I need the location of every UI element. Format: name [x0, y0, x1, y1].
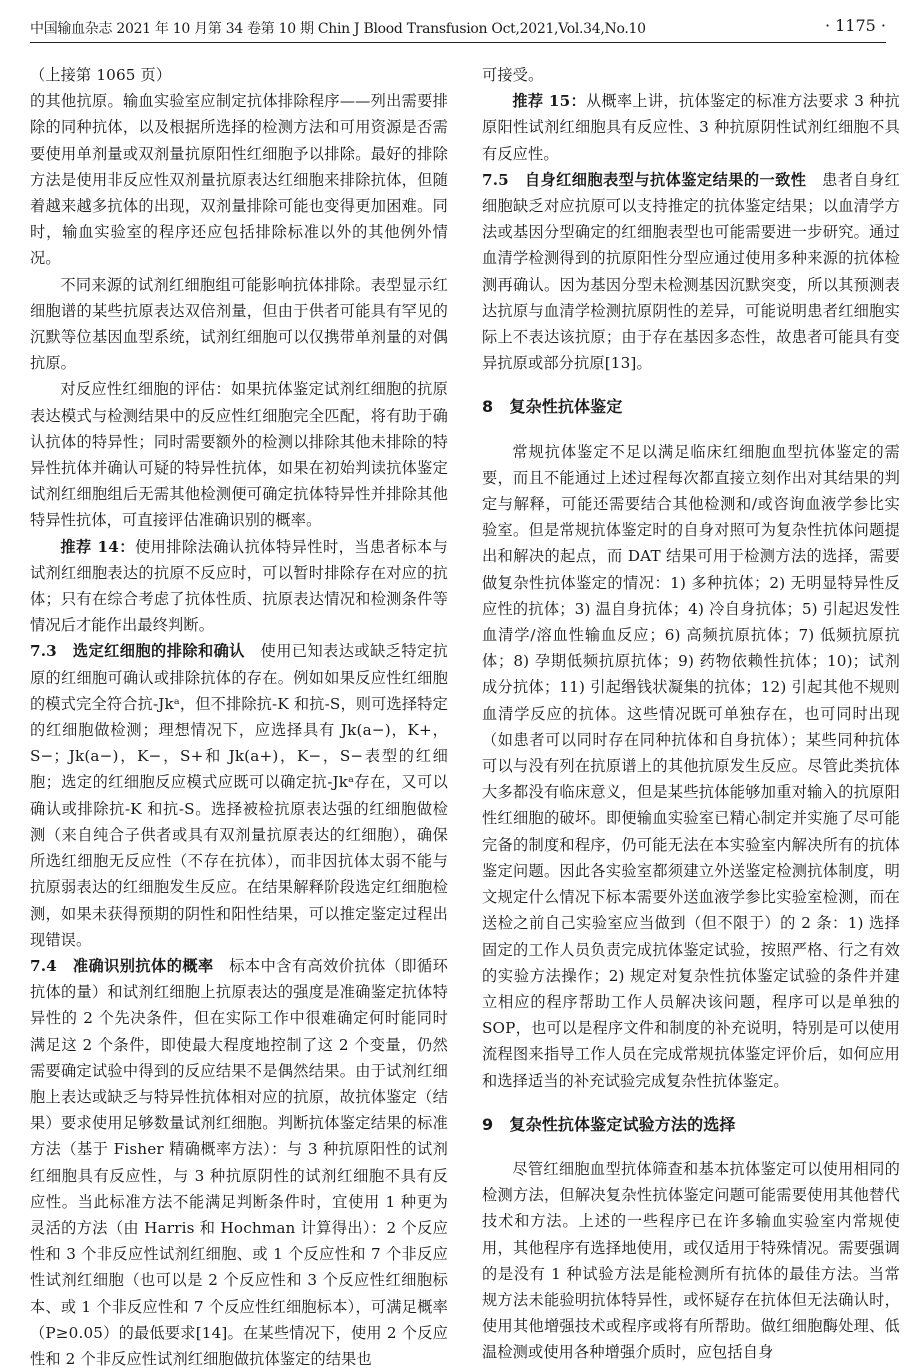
- section-heading: 7.4 准确识别抗体的概率: [30, 956, 230, 975]
- section-7-5: [482, 167, 900, 377]
- heading-section-9: 9 复杂性抗体鉴定试验方法的选择: [482, 1114, 736, 1134]
- paragraph: 尽管红细胞血型抗体筛查和基本抗体鉴定可以使用相同的检测方法，但解决复杂性抗体鉴定问题可能需要使用其他替代技术和方法。上述的一些程序已在许多输血实验室内常规使用，其他程序有选择地使用，或仅适用于特殊情况。需要强调的是没有 1 种试验方法是能检测所有抗体的最佳方法。当常规方法未能验明抗体特异性，或怀疑存在抗体但无法确认时，使用其他增强技术或程序或将有所帮助。做红细胞酶处理、低温检测或使用各种增强介质时，应包括自身: [482, 1159, 900, 1362]
- left-column: [30, 62, 448, 1372]
- continued-note: （上接第 1065 页）: [30, 66, 172, 84]
- paragraph: 不同来源的试剂红细胞组可能影响抗体排除。表型显示红细胞谱的某些抗原表达双倍剂量，但由于供者可能具有罕见的沉默等位基因血型系统，试剂红细胞可以仅携带单剂量的对偶抗原。: [30, 275, 448, 373]
- section-heading: 7.5 自身红细胞表型与抗体鉴定结果的一致性: [482, 170, 823, 189]
- section-text: 患者自身红细胞缺乏对应抗原可以支持推定的抗体鉴定结果；以血清学方法或基因分型确定的红细胞表型也可能需要进一步研究。通过血清学检测得到的抗原阳性分型应通过使用多种来源的抗体检测再确认。因为基因分型未检测基因沉默突变，所以其预测表达抗原与血清学检测抗原阴性的差异，可能说明患者红细胞实际上不表达该抗原；由于存在基因多态性，故患者可能具有变异抗原或部分抗原[13]。: [482, 170, 901, 373]
- recommendation-text: 从概率上讲，抗体鉴定的标准方法要求 3 种抗原阳性试剂红细胞具有反应性、3 种抗原阴性试剂红细胞不具有反应性。: [482, 92, 900, 163]
- section-text: 使用已知表达或缺乏特定抗原的红细胞可确认或排除抗体的存在。例如如果反应性红细胞的模式完全符合抗-Jkᵃ，但不排除抗-K 和抗-S，则可选择特定的红细胞做检测；理想情况下，应选择具有 Jk(a−)，K+，S−；Jk(a−)，K−，S+和 Jk(a+)，K−，S−表型的红细胞；选定的红细胞反应模式应既可以确定抗-Jkᵃ存在，又可以确认或排除抗-K 和抗-S。选择被检抗原表达强的红细胞做检测（来自纯合子供者或具有双剂量抗原表达的红细胞），确保所选红细胞无反应性（不存在抗体），而非因抗体太弱不能与抗原弱表达的红细胞发生反应。在结果解释阶段选定红细胞检测，如果未获得预期的阴性和阳性结果，可以推定鉴定过程出现错误。: [30, 642, 448, 949]
- recommendation-15: [482, 88, 900, 167]
- page-number: · 1175 ·: [824, 16, 886, 35]
- paragraph: 对反应性红细胞的评估：如果抗体鉴定试剂红细胞的抗原表达模式与检测结果中的反应性红细胞完全匹配，将有助于确认抗体的特异性；同时需要额外的检测以排除其他未排除的特异性抗体并确认可疑的特异性抗体，如果在初始判读抗体鉴定试剂红细胞组后无需其他检测便可确定抗体特异性并排除其他特异性抗体，可直接评估准确识别的概率。: [30, 380, 448, 530]
- section-7-3: [30, 638, 448, 952]
- right-column: [482, 62, 900, 1366]
- recommendation-14: [30, 534, 448, 639]
- journal-citation: 中国输血杂志 2021 年 10 月第 34 卷第 10 期 Chin J Blood Transfusion Oct,2021,Vol.34,No.10: [30, 21, 646, 37]
- paragraph: 常规抗体鉴定不足以满足临床红细胞血型抗体鉴定的需要，而且不能通过上述过程每次都直接立刻作出对其结果的判定与解释，可能还需要结合其他检测和/或咨询血液学参比实验室。但是常规抗体鉴定时的自身对照可为复杂性抗体问题提出和解决的起点，而 DAT 结果可用于检测方法的选择，需要做复杂性抗体鉴定的情况：1) 多种抗体；2) 无明显特异性反应性的抗体；3) 温自身抗体；4) 冷自身抗体；5) 引起迟发性血清学/溶血性输血反应；6) 高频抗原抗体；7) 低频抗原抗体；8) 孕期低频抗原抗体；9) 药物依赖性抗体；10)；试剂成分抗体；11) 引起缗钱状凝集的抗体；12) 引起其他不规则血清学反应的抗体。这些情况既可单独存在，也可同时出现（如患者可以同时存在同种抗体和自身抗体）；某些同种抗体可以与没有列在抗原谱上的其他抗原发生反应。尽管此类抗体大多都没有临床意义，但是某些抗体能够加重对输入的抗原阳性红细胞的破坏。即便输血实验室已精心制定并实施了尽可能完备的制度和程序，仍可能无法在本实验室内解决所有的抗体鉴定问题。因此各实验室都须建立外送鉴定检测抗体制度，明文规定什么情况下标本需要外送血液学参比实验室检测，而在送检之前自己实验室应当做到（但不限于）的 2 条：1) 选择固定的工作人员负责完成抗体鉴定试验，按照严格、行之有效的实验方法操作；2) 规定对复杂性抗体鉴定试验的条件并建立相应的程序帮助工作人员解决该问题，程序可以是单独的 SOP，也可以是程序文件和制度的补充说明，特别是可以使用流程图来指导工作人员在完成常规抗体鉴定评价后，如何应用和选择适当的补充试验完成复杂性抗体鉴定。: [482, 442, 900, 1090]
- recommendation-text: 使用排除法确认抗体特异性时，当患者标本与试剂红细胞表达的抗原不反应时，可以暂时排除存在对应的抗体；只有在综合考虑了抗体性质、抗原表达情况和检测条件等情况后才能作出最终判断。: [30, 537, 448, 635]
- recommendation-label: 推荐 15：: [512, 92, 586, 111]
- recommendation-label: 推荐 14：: [60, 537, 135, 556]
- paragraph: 可接受。: [482, 66, 544, 84]
- section-text: 标本中含有高效价抗体（即循环抗体的量）和试剂红细胞上抗原表达的强度是准确鉴定抗体特异性的 2 个先决条件，但在实际工作中很难确定何时能同时满足这 2 个条件，即使最大程度地控制了这 2 个变量，仍然需要确定试验中得到的反应结果不是偶然结果。由于试剂红细胞上表达或缺乏与特异性抗体相对应的抗原，故抗体鉴定（结果）要求使用足够数量试剂红细胞。判断抗体鉴定结果的标准方法（基于 Fisher 精确概率方法）：与 3 种抗原阳性的试剂红细胞具有反应性，与 3 种抗原阴性的试剂红细胞不具有反应性。当此标准方法不能满足判断条件时，宜使用 1 种更为灵活的方法（由 Harris 和 Hochman 计算得出）：2 个反应性和 3 个非反应性试剂红细胞、或 1 个反应性和 7 个非反应性试剂红细胞（也可以是 2 个反应性和 3 个反应性红细胞标本、或 1 个非反应性和 7 个反应性红细胞标本），可满足概率（P≥0.05）的最低要求[14]。在某些情况下，使用 2 个反应性和 2 个非反应性试剂红细胞做抗体鉴定的结果也: [30, 956, 448, 1368]
- section-7-4: [30, 953, 448, 1372]
- paragraph: 的其他抗原。输血实验室应制定抗体排除程序——列出需要排除的同种抗体，以及根据所选择的检测方法和可用资源是否需要使用单剂量或双剂量抗原阳性红细胞予以排除。最好的排除方法是使用非反应性双剂量抗原表达红细胞来排除抗体，但随着越来越多抗体的出现，双剂量排除可能也变得更加困难。同时，输血实验室的程序还应包括排除标准以外的其他例外情况。: [30, 92, 448, 268]
- heading-section-8: 8 复杂性抗体鉴定: [482, 397, 623, 417]
- section-heading: 7.3 选定红细胞的排除和确认: [30, 642, 261, 661]
- running-header: [30, 10, 886, 43]
